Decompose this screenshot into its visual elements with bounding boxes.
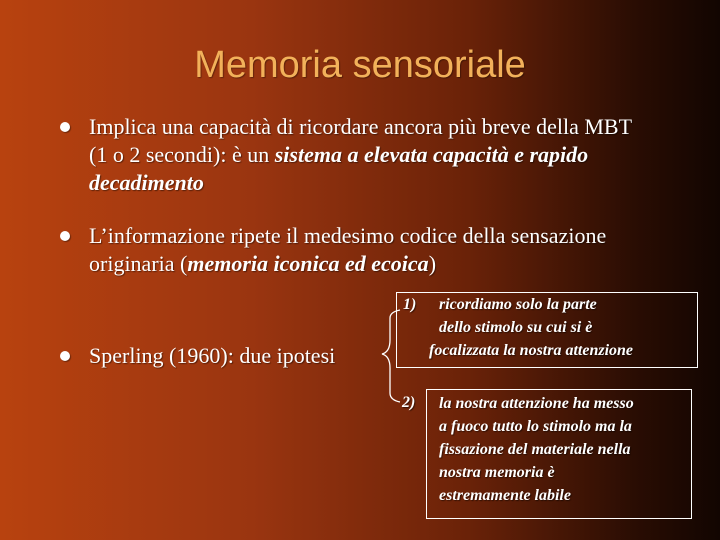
bullet-text: L’informazione ripete il medesimo codice della sensazione originaria ( — [89, 223, 607, 276]
hypothesis-line: dello stimolo su cui si è — [439, 319, 593, 336]
hypothesis-line: estremamente labile — [439, 487, 571, 504]
hypothesis-line: ricordiamo solo la parte — [439, 296, 597, 313]
hypothesis-line: nostra memoria è — [439, 464, 555, 481]
hypothesis-box-2 — [426, 389, 692, 519]
hypothesis-box-1 — [396, 292, 698, 368]
hypothesis-line: fissazione del materiale nella — [439, 441, 631, 458]
bullet-emphasis: memoria iconica ed ecoica — [187, 251, 429, 276]
bullet-text-end: ) — [428, 251, 437, 276]
slide-title: Memoria sensoriale — [194, 44, 526, 86]
hypothesis-number: 1) — [403, 296, 417, 313]
hypothesis-number: 2) — [402, 394, 416, 411]
hypothesis-line: la nostra attenzione ha messo — [439, 395, 634, 412]
hypothesis-line: a fuoco tutto lo stimolo ma la — [439, 418, 632, 435]
bullet-text: Implica una capacità di ricordare ancora più breve della MBT (1 o 2 secondi): è un — [89, 114, 632, 167]
bullet-emphasis: sistema a elevata capacità e rapido decadimento — [89, 142, 589, 195]
hypothesis-line: focalizzata la nostra attenzione — [429, 342, 634, 359]
bullet-text: Sperling (1960): due ipotesi — [89, 343, 336, 368]
